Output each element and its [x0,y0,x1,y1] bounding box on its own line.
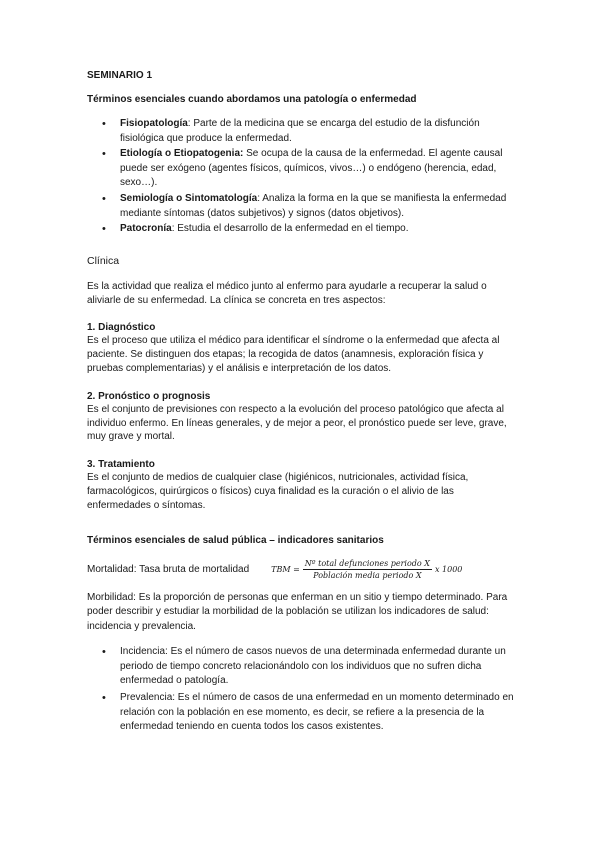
tratamiento-heading: 3. Tratamiento [87,459,155,471]
term-separator: : [187,118,191,129]
pronostico-text: Es el conjunto de previsiones con respecto a la evolución del proceso patológico que afecta al individuo enfermo. En líneas generales, y de mejor a peor, el pronóstico puede ser leve, grave, muy grave y mortal. [87,403,507,443]
term-separator: : [257,192,261,204]
mortalidad-label: Mortalidad: Tasa bruta de mortalidad [87,563,250,575]
diagnostico-heading: 1. Diagnóstico [87,322,156,334]
diagnostico-text: Es el proceso que utiliza el médico para identificar el síndrome o la enfermedad que afecta al paciente. Se distinguen dos etapas; la recogida de datos (anamnesis, exploración física y pruebas complementarias) y el análisis e interpretación de los datos. [87,335,500,374]
term-label: Etiología o Etiopatogenia: [120,148,244,160]
list-item [87,222,517,237]
list-item [87,192,517,221]
formula-denominator: Población media periodo X [313,570,422,580]
list-item: • Incidencia: Es el número de casos nuevos de una determinada enfermedad durante un periodo de tiempo concreto relacionándolo con los individuos que no sufren dicha enfermedad o patología. [87,645,517,689]
formula-lhs: TBM = [271,564,300,574]
term-definition: Estudia el desarrollo de la enfermedad en el tiempo. [174,223,409,235]
indicators-list [87,645,517,735]
formula-numerator: Nº total defunciones periodo X [304,558,430,568]
list-item: • Prevalencia: Es el número de casos de una enfermedad en un momento determinado en relación con la población en ese momento, es decir, se refiere a la presencia de la enfermedad teniendo en cuenta todos los casos existentes. [87,691,517,735]
salud-publica-title: Términos esenciales de salud pública – indicadores sanitarios [87,534,384,546]
pronostico-heading: 2. Pronóstico o prognosis [87,390,211,402]
term-definition: Analiza la forma en la que se manifiesta la enfermedad mediante síntomas (datos subjetivos) y signos (datos objetivos). [120,192,507,219]
formula-fraction [303,559,432,580]
tbm-formula [271,559,462,580]
mortalidad-row [87,559,517,580]
term-definition: Parte de la medicina que se encarga del estudio de la disfunción fisiológica que produce la enfermedad. [120,118,480,144]
formula-rhs: x 1000 [434,564,463,574]
term-label: Semiología o Sintomatología [120,192,258,204]
terms-list [87,117,517,237]
morbilidad-text: Morbilidad: Es la proporción de personas que enferman en un sitio y tiempo determinado. Para poder describir y estudiar la morbilidad de la población se utilizan los indicadores de salud: incidencia y prevalencia. [87,591,508,632]
term-label: Patocronía [120,223,172,235]
tratamiento-text: Es el conjunto de medios de cualquier clase (higiénicos, nutricionales, actividad física, farmacológicos, quirúrgicos o físicos) cuya finalidad es la curación o el alivio de las enfermedades o síntomas. [87,472,469,511]
term-label: Fisiopatología [120,118,188,129]
list-item [87,147,517,191]
clinica-intro: Es la actividad que realiza el médico junto al enfermo para ayudarle a recuperar la salud o aliviarle de su enfermedad. La clínica se concreta en tres aspectos: [87,280,487,306]
terms-section-title: Términos esenciales cuando abordamos una patología o enfermedad [87,94,417,105]
term-separator: : [171,223,175,235]
list-item [87,117,517,146]
document-title: SEMINARIO 1 [87,70,153,81]
clinica-section-title: Clínica [87,254,120,267]
document-page [87,70,517,737]
term-definition: Se ocupa de la causa de la enfermedad. El agente causal puede ser exógeno (agentes físicos, químicos, vivos…) o endógeno (herencia, edad, sexo…). [120,148,503,189]
